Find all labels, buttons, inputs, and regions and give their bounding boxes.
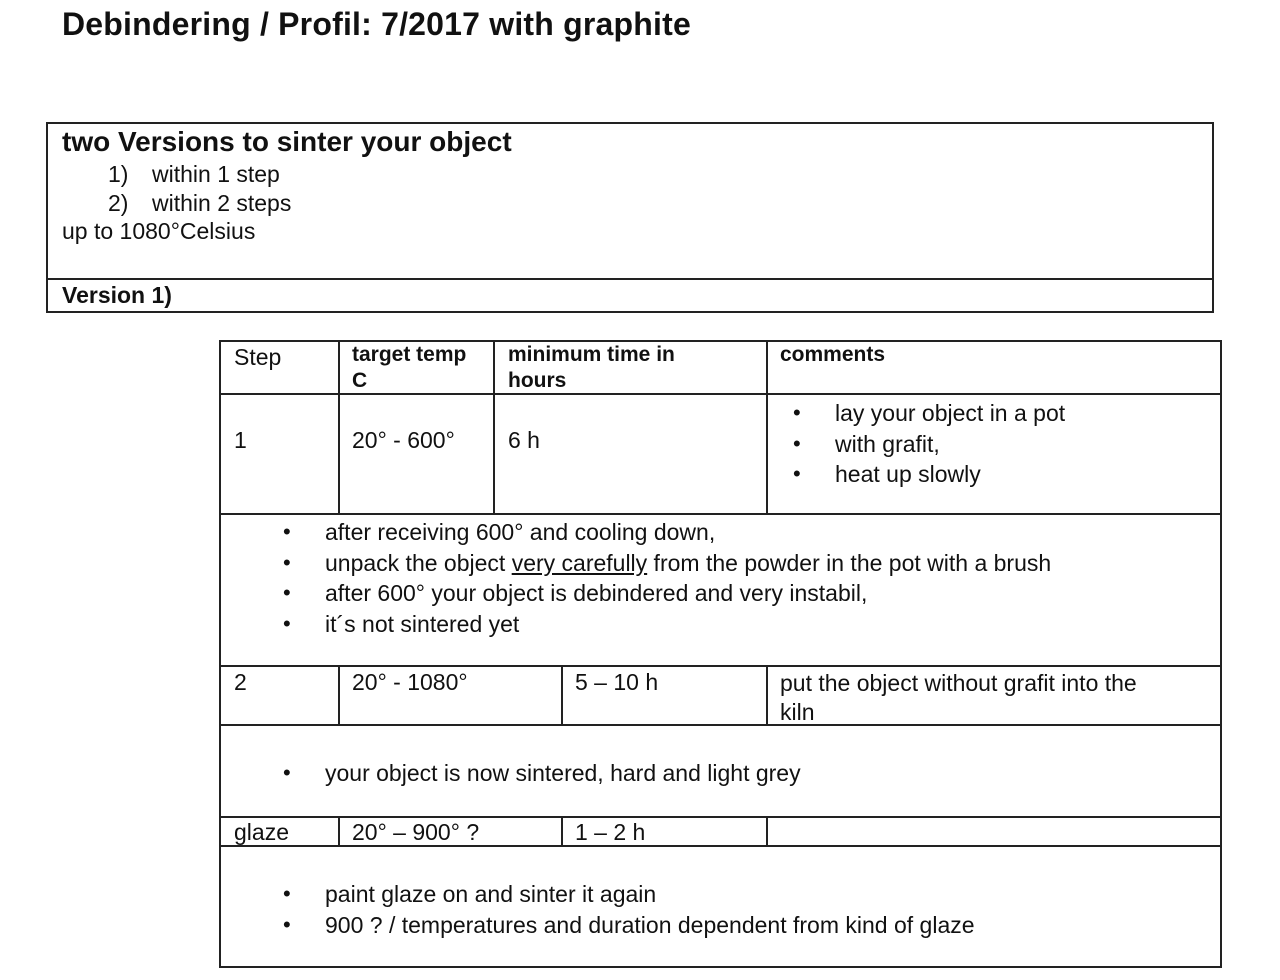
header-target-temp-line1: target temp (352, 343, 467, 366)
row2-comment (780, 669, 1137, 727)
column-divider (338, 342, 340, 513)
header-target-temp-line2: C (352, 369, 368, 392)
column-divider (766, 665, 768, 724)
version-label: Version 1) (62, 282, 172, 308)
option-item (108, 160, 291, 189)
column-divider (493, 342, 495, 513)
row2-time: 5 – 10 h (575, 669, 659, 695)
row1-time: 6 h (508, 427, 540, 453)
bullet-icon: • (793, 461, 801, 486)
note3-list (283, 879, 975, 940)
header-minimum-time (508, 342, 675, 394)
version-label-row (46, 278, 1214, 313)
list-item (283, 758, 801, 789)
list-item (793, 429, 1065, 460)
emphasis-text: very carefully (511, 549, 648, 576)
header-minimum-time-line2: hours (508, 369, 567, 392)
bullet-icon: • (283, 610, 291, 636)
bullet-icon: • (283, 881, 291, 906)
note1-list (283, 517, 1052, 639)
row2-step: 2 (234, 669, 247, 695)
column-divider (766, 816, 768, 845)
note-text: unpack the object (325, 549, 512, 576)
comment-text: with grafit, (835, 430, 940, 457)
note-text: your object is now sintered, hard and light grey (325, 760, 801, 786)
row-divider (221, 816, 1222, 818)
option-number: 2) (108, 190, 129, 216)
option-text: within 2 steps (152, 190, 292, 216)
note-text: it´s not sintered yet (325, 610, 520, 637)
header-target-temp (352, 342, 466, 394)
row3-temp: 20° – 900° ? (352, 819, 480, 845)
temperature-note: up to 1080°Celsius (62, 218, 256, 244)
list-item (793, 459, 1065, 490)
list-item (283, 879, 975, 910)
column-divider (561, 816, 563, 845)
version-options-list (108, 160, 291, 218)
bullet-icon: • (283, 519, 291, 544)
column-divider (766, 342, 768, 513)
row3-step: glaze (234, 819, 289, 845)
option-number: 1) (108, 161, 129, 187)
row2-comment-line1: put the object without grafit into the (780, 670, 1137, 696)
row2-temp: 20° - 1080° (352, 669, 468, 695)
list-item (283, 910, 975, 941)
header-minimum-time-line1: minimum time in (508, 343, 675, 366)
bullet-icon: • (283, 760, 291, 785)
row1-comments-list (793, 398, 1066, 490)
comment-text: heat up slowly (835, 461, 981, 487)
list-item (283, 517, 1051, 548)
row1-temp: 20° - 600° (352, 427, 455, 453)
intro-box (46, 122, 1214, 279)
row-divider (221, 513, 1222, 515)
note-text: from the powder in the pot with a brush (647, 549, 1052, 576)
comment-text: lay your object in a pot (835, 400, 1066, 426)
bullet-icon: • (793, 430, 801, 456)
column-divider (338, 665, 340, 724)
note-text: paint glaze on and sinter it again (325, 881, 657, 907)
note2-list (283, 758, 801, 789)
column-divider (338, 816, 340, 845)
row1-step: 1 (234, 427, 247, 453)
row-divider (221, 665, 1222, 667)
list-item (283, 578, 1051, 609)
intro-heading: two Versions to sinter your object (62, 126, 512, 157)
note-text: after 600° your object is debindered and very instabil, (325, 580, 868, 606)
list-item (793, 398, 1066, 429)
bullet-icon: • (283, 911, 291, 937)
row3-time: 1 – 2 h (575, 819, 646, 845)
column-divider (561, 665, 563, 724)
row2-comment-line2: kiln (780, 699, 815, 725)
list-item (283, 609, 1051, 640)
document-title: Debindering / Profil: 7/2017 with graphite (62, 6, 691, 42)
sinter-schedule-table (219, 340, 1222, 968)
note-text: after receiving 600° and cooling down, (325, 519, 716, 545)
header-comments: comments (780, 343, 886, 366)
bullet-icon: • (793, 400, 801, 425)
option-text: within 1 step (152, 161, 280, 187)
option-item (108, 189, 291, 218)
note-text: 900 ? / temperatures and duration dependent from kind of glaze (325, 911, 975, 938)
bullet-icon: • (283, 549, 291, 575)
bullet-icon: • (283, 580, 291, 605)
header-step: Step (234, 344, 282, 370)
list-item (283, 548, 1052, 579)
